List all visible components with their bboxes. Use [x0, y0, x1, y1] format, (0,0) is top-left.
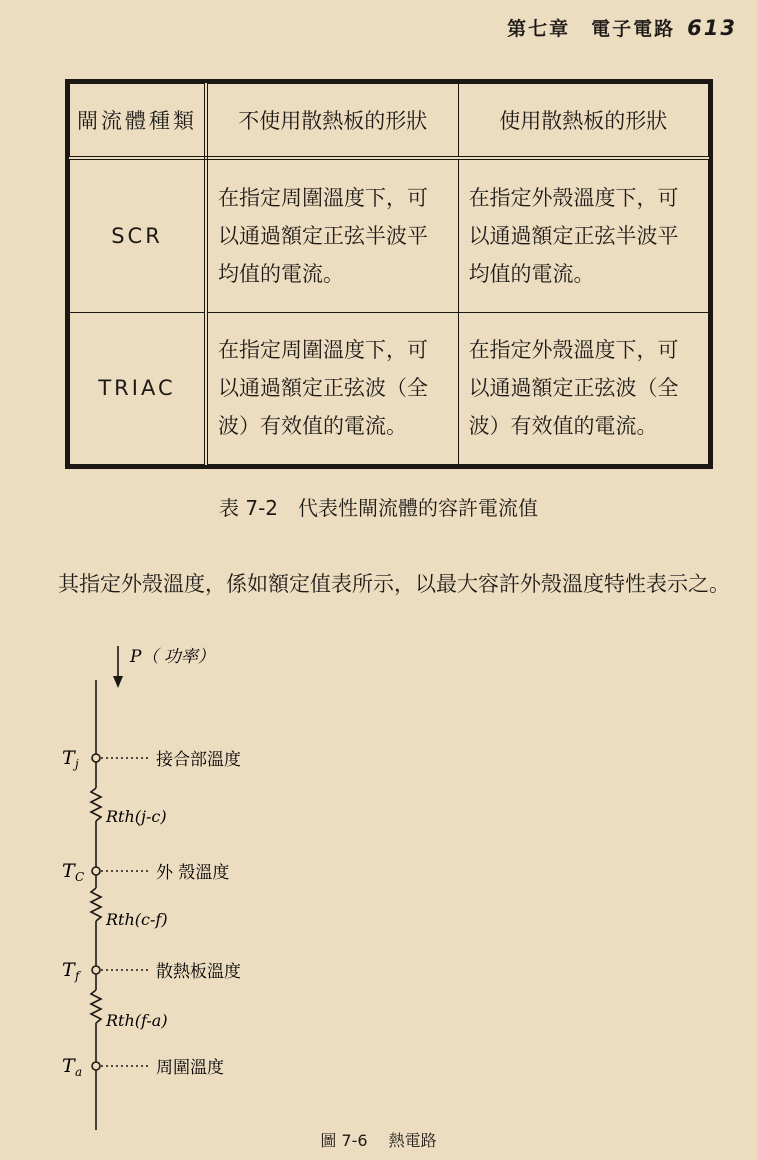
node-subscript: f [75, 969, 80, 983]
chapter-title: 第七章 電子電路 [507, 18, 676, 40]
table-cell-with-heatsink [458, 312, 708, 464]
table-header-cell: 不使用散熱板的形狀 [206, 84, 458, 159]
table-cell-without-heatsink [206, 158, 458, 312]
table-cell-type: TRIAC [70, 312, 207, 464]
cell-line: 以通過額定正弦波（全 [468, 376, 679, 401]
table-row [70, 312, 709, 464]
node-subscript: C [75, 870, 85, 884]
node-junction [92, 754, 100, 762]
resistor-label-jc: Rth(j-c) [106, 807, 167, 826]
table-cell-with-heatsink [458, 158, 708, 312]
cell-line: 以通過額定正弦波（全 [218, 376, 428, 401]
body-paragraph: 其指定外殼溫度，係如額定值表所示，以最大容許外殼溫度特性表示之。 [58, 572, 730, 596]
table-cell-type: SCR [70, 158, 207, 312]
resistor-label-cf: Rth(c-f) [106, 910, 168, 929]
page-number: 613 [687, 16, 737, 40]
node-ambient [92, 1062, 100, 1070]
table-cell-without-heatsink [206, 312, 458, 464]
node-fin [92, 966, 100, 974]
node-subscript: a [75, 1065, 83, 1079]
table-header-cell: 閘流體種類 [70, 84, 207, 159]
cell-line: 均值的電流。 [218, 261, 344, 286]
node-symbol: T [62, 1055, 75, 1077]
cell-line: 以通過額定正弦半波平 [468, 223, 679, 248]
resistor-label-fa: Rth(f-a) [106, 1011, 168, 1030]
cell-line: 以通過額定正弦半波平 [218, 223, 428, 248]
table-header-row [70, 84, 709, 159]
table-header-cell: 使用散熱板的形狀 [458, 84, 708, 159]
cell-line: 在指定外殼溫度下，可 [468, 185, 679, 210]
node-subscript: j [75, 757, 79, 771]
node-symbol: T [62, 959, 75, 981]
node-label-case: 外 殼溫度 [156, 863, 230, 883]
node-case [92, 867, 100, 875]
figure-caption: 圖 7-6 熱電路 [320, 1131, 437, 1150]
thyristor-current-table [65, 79, 713, 469]
cell-line: 均值的電流。 [468, 261, 595, 286]
node-label-junction: 接合部溫度 [156, 750, 241, 770]
thermal-circuit-diagram [0, 640, 300, 1130]
cell-line: 在指定外殼溫度下，可 [468, 338, 679, 363]
table-row [70, 158, 709, 312]
node-label-ambient: 周圍溫度 [156, 1058, 224, 1078]
node-symbol: T [62, 747, 75, 769]
cell-line: 在指定周圍溫度下，可 [218, 185, 428, 210]
node-symbol: T [62, 860, 75, 882]
cell-line: 在指定周圍溫度下，可 [218, 338, 428, 363]
table-caption: 表 7-2 代表性閘流體的容許電流值 [218, 496, 539, 520]
power-label: P（ 功率） [130, 647, 215, 667]
page-header [507, 14, 737, 41]
node-label-heatsink: 散熱板溫度 [156, 962, 241, 982]
cell-line: 波）有效值的電流。 [218, 414, 407, 439]
cell-line: 波）有效值的電流。 [468, 414, 658, 439]
